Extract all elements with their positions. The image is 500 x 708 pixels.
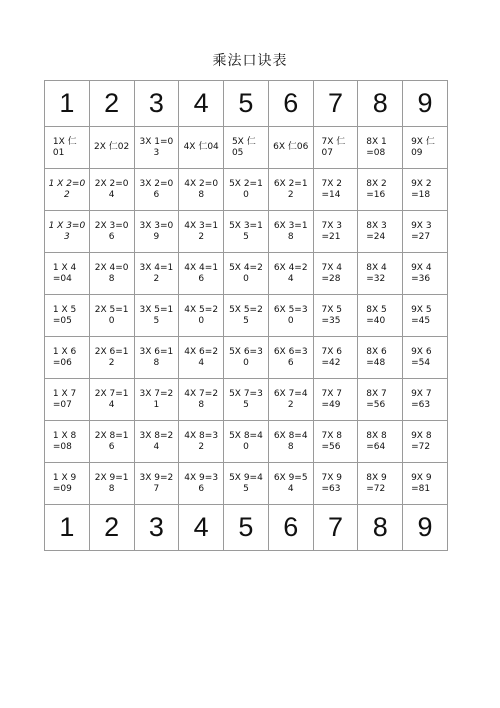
table-cell: [179, 463, 224, 505]
cell-text: 2X 5=10: [94, 304, 129, 326]
table-row: [45, 127, 448, 169]
footer-number-row-cell: 1: [45, 505, 90, 551]
cell-text: 4X 4=16: [184, 262, 219, 284]
table-row: [45, 211, 448, 253]
table-row: [45, 463, 448, 505]
table-cell: [89, 379, 134, 421]
table-cell: [134, 253, 179, 295]
cell-text: 7X 5=35: [321, 304, 342, 326]
table-cell: [403, 211, 448, 253]
header-number-row-cell: 9: [403, 81, 448, 127]
table-cell: [313, 379, 358, 421]
table-cell: [268, 253, 313, 295]
table-cell: [89, 421, 134, 463]
cell-text: 5X 7=35: [229, 388, 263, 410]
table-cell: [313, 421, 358, 463]
cell-text: 3X 9=27: [139, 472, 174, 494]
table-cell: [179, 127, 224, 169]
header-number-row-cell: 2: [89, 81, 134, 127]
table-cell: [313, 127, 358, 169]
cell-text: 1 X 9=09: [52, 472, 77, 494]
table-cell: [179, 253, 224, 295]
header-number-row-cell: 5: [224, 81, 269, 127]
cell-text: 7X 8=56: [321, 430, 342, 452]
header-number-row-cell: 8: [358, 81, 403, 127]
table-cell: [134, 127, 179, 169]
table-cell: [134, 379, 179, 421]
footer-number-row-cell: 9: [403, 505, 448, 551]
table-cell: [403, 379, 448, 421]
cell-text: 4X 仁04: [183, 142, 219, 152]
table-cell: [179, 421, 224, 463]
table-cell: [358, 463, 403, 505]
cell-text: 3X 5=15: [139, 304, 174, 326]
table-cell: [358, 421, 403, 463]
cell-text: 3X 3=09: [139, 220, 174, 242]
cell-text: 5X 6=30: [229, 346, 263, 368]
cell-text: 8X 1=08: [366, 136, 387, 158]
cell-text: 7X 2=14: [321, 178, 342, 200]
table-cell: [45, 295, 90, 337]
cell-text: 3X 7=21: [139, 388, 174, 410]
table-cell: [224, 295, 269, 337]
table-cell: [358, 379, 403, 421]
cell-text: 3X 2=06: [139, 178, 174, 200]
table-cell: [268, 421, 313, 463]
table-cell: [89, 463, 134, 505]
table-cell: [45, 127, 90, 169]
table-cell: [224, 463, 269, 505]
table-cell: [268, 211, 313, 253]
cell-text: 4X 7=28: [184, 388, 219, 410]
cell-text: 8X 2=16: [366, 178, 387, 200]
table-cell: [45, 337, 90, 379]
cell-text: 4X 6=24: [184, 346, 219, 368]
table-cell: [224, 379, 269, 421]
table-cell: [45, 421, 90, 463]
cell-text: 7X 4=28: [321, 262, 342, 284]
table-cell: [134, 421, 179, 463]
cell-text: 8X 6=48: [366, 346, 387, 368]
table-cell: [268, 295, 313, 337]
cell-text: 7X 仁07: [321, 136, 346, 158]
header-number-row-cell: 7: [313, 81, 358, 127]
header-number-row: [45, 81, 448, 127]
cell-text: 8X 8=64: [366, 430, 387, 452]
table-cell: [179, 211, 224, 253]
cell-text: 1 X 8=08: [52, 430, 77, 452]
cell-text: 5X 5=25: [229, 304, 263, 326]
table-cell: [403, 169, 448, 211]
table-row: [45, 253, 448, 295]
cell-text: 9X 6=54: [411, 346, 432, 368]
table-cell: [134, 211, 179, 253]
header-number-row-cell: 4: [179, 81, 224, 127]
footer-number-row-cell: 4: [179, 505, 224, 551]
cell-text: 3X 1=03: [139, 136, 174, 158]
cell-text: 1 X 7=07: [52, 388, 77, 410]
table-cell: [179, 169, 224, 211]
table-cell: [224, 211, 269, 253]
cell-text: 6X 8=48: [273, 430, 308, 452]
cell-text: 3X 8=24: [139, 430, 174, 452]
table-cell: [45, 169, 90, 211]
table-cell: [358, 127, 403, 169]
cell-text: 7X 7=49: [321, 388, 342, 410]
table-cell: [89, 295, 134, 337]
table-cell: [89, 337, 134, 379]
cell-text: 4X 5=20: [184, 304, 219, 326]
cell-text: 3X 6=18: [139, 346, 174, 368]
cell-text: 5X 8=40: [229, 430, 263, 452]
cell-text: 9X 2=18: [411, 178, 432, 200]
header-number-row-cell: 3: [134, 81, 179, 127]
table-cell: [89, 211, 134, 253]
table-cell: [179, 379, 224, 421]
table-cell: [179, 337, 224, 379]
cell-text: 3X 4=12: [139, 262, 174, 284]
cell-text: 8X 5=40: [366, 304, 387, 326]
cell-text: 6X 5=30: [273, 304, 308, 326]
cell-text: 5X 仁05: [231, 136, 256, 158]
table-row: [45, 379, 448, 421]
cell-text: 6X 3=18: [273, 220, 308, 242]
table-cell: [358, 295, 403, 337]
cell-text: 7X 6=42: [321, 346, 342, 368]
table-cell: [403, 337, 448, 379]
table-cell: [224, 169, 269, 211]
cell-text: 1X 仁01: [52, 136, 77, 158]
cell-text: 9X 7=63: [411, 388, 432, 410]
footer-number-row-cell: 8: [358, 505, 403, 551]
table-cell: [134, 463, 179, 505]
page-title: 乘法口诀表: [212, 53, 288, 69]
cell-text: 4X 8=32: [184, 430, 219, 452]
table-cell: [358, 169, 403, 211]
table-cell: [45, 463, 90, 505]
cell-text: 5X 3=15: [229, 220, 263, 242]
table-cell: [224, 337, 269, 379]
cell-text: 6X 6=36: [273, 346, 308, 368]
cell-text: 6X 仁06: [273, 142, 309, 152]
cell-text: 6X 2=12: [273, 178, 308, 200]
footer-number-row-cell: 3: [134, 505, 179, 551]
table-row: [45, 295, 448, 337]
cell-text: 8X 9=72: [366, 472, 387, 494]
cell-text: 9X 9=81: [411, 472, 432, 494]
table-cell: [45, 211, 90, 253]
cell-text: 2X 9=18: [94, 472, 129, 494]
cell-text: 1 X 4=04: [52, 262, 77, 284]
table-cell: [313, 169, 358, 211]
cell-text: 8X 7=56: [366, 388, 387, 410]
cell-text: 9X 5=45: [411, 304, 432, 326]
table-cell: [313, 295, 358, 337]
cell-text: 2X 3=06: [94, 220, 129, 242]
cell-text: 1 X 5=05: [52, 304, 77, 326]
table-cell: [134, 295, 179, 337]
footer-number-row-cell: 5: [224, 505, 269, 551]
table-cell: [224, 253, 269, 295]
cell-text: 1 X 6=06: [52, 346, 77, 368]
footer-number-row-cell: 6: [268, 505, 313, 551]
cell-text: 9X 4=36: [411, 262, 432, 284]
table-cell: [89, 127, 134, 169]
table-cell: [179, 295, 224, 337]
table-cell: [403, 463, 448, 505]
table-cell: [403, 253, 448, 295]
footer-number-row-cell: 7: [313, 505, 358, 551]
table-cell: [403, 295, 448, 337]
table-row: [45, 337, 448, 379]
table-row: [45, 421, 448, 463]
header-number-row-cell: 6: [268, 81, 313, 127]
footer-number-row: [45, 505, 448, 551]
multiplication-table: [44, 80, 448, 551]
table-cell: [268, 127, 313, 169]
table-cell: [403, 421, 448, 463]
table-cell: [224, 421, 269, 463]
table-cell: [313, 463, 358, 505]
table-cell: [89, 253, 134, 295]
table-cell: [358, 253, 403, 295]
cell-text: 6X 4=24: [273, 262, 308, 284]
cell-text: 2X 7=14: [94, 388, 129, 410]
table-cell: [358, 337, 403, 379]
cell-text: 4X 9=36: [184, 472, 219, 494]
table-cell: [358, 211, 403, 253]
table-cell: [268, 169, 313, 211]
footer-number-row-cell: 2: [89, 505, 134, 551]
cell-text: 2X 仁02: [94, 142, 130, 152]
table-cell: [268, 379, 313, 421]
cell-text: 8X 4=32: [366, 262, 387, 284]
cell-text: 1 X 2=02: [48, 178, 86, 200]
table-cell: [268, 463, 313, 505]
cell-text: 6X 7=42: [273, 388, 308, 410]
table-cell: [403, 127, 448, 169]
cell-text: 5X 2=10: [229, 178, 263, 200]
header-number-row-cell: 1: [45, 81, 90, 127]
cell-text: 8X 3=24: [366, 220, 387, 242]
cell-text: 2X 2=04: [94, 178, 129, 200]
cell-text: 4X 2=08: [184, 178, 219, 200]
table-cell: [45, 379, 90, 421]
cell-text: 4X 3=12: [184, 220, 219, 242]
table-cell: [268, 337, 313, 379]
cell-text: 7X 9=63: [321, 472, 342, 494]
cell-text: 6X 9=54: [273, 472, 308, 494]
cell-text: 9X 3=27: [411, 220, 432, 242]
cell-text: 7X 3=21: [321, 220, 342, 242]
cell-text: 5X 9=45: [229, 472, 263, 494]
cell-text: 5X 4=20: [229, 262, 263, 284]
cell-text: 2X 8=16: [94, 430, 129, 452]
cell-text: 9X 仁09: [411, 136, 435, 158]
table-cell: [313, 211, 358, 253]
cell-text: 2X 6=12: [94, 346, 129, 368]
table-cell: [224, 127, 269, 169]
cell-text: 2X 4=08: [94, 262, 129, 284]
table-row: [45, 169, 448, 211]
cell-text: 1 X 3=03: [48, 220, 86, 242]
table-cell: [134, 337, 179, 379]
table-cell: [45, 253, 90, 295]
cell-text: 9X 8=72: [411, 430, 432, 452]
table-cell: [313, 253, 358, 295]
table-cell: [134, 169, 179, 211]
table-cell: [89, 169, 134, 211]
table-cell: [313, 337, 358, 379]
